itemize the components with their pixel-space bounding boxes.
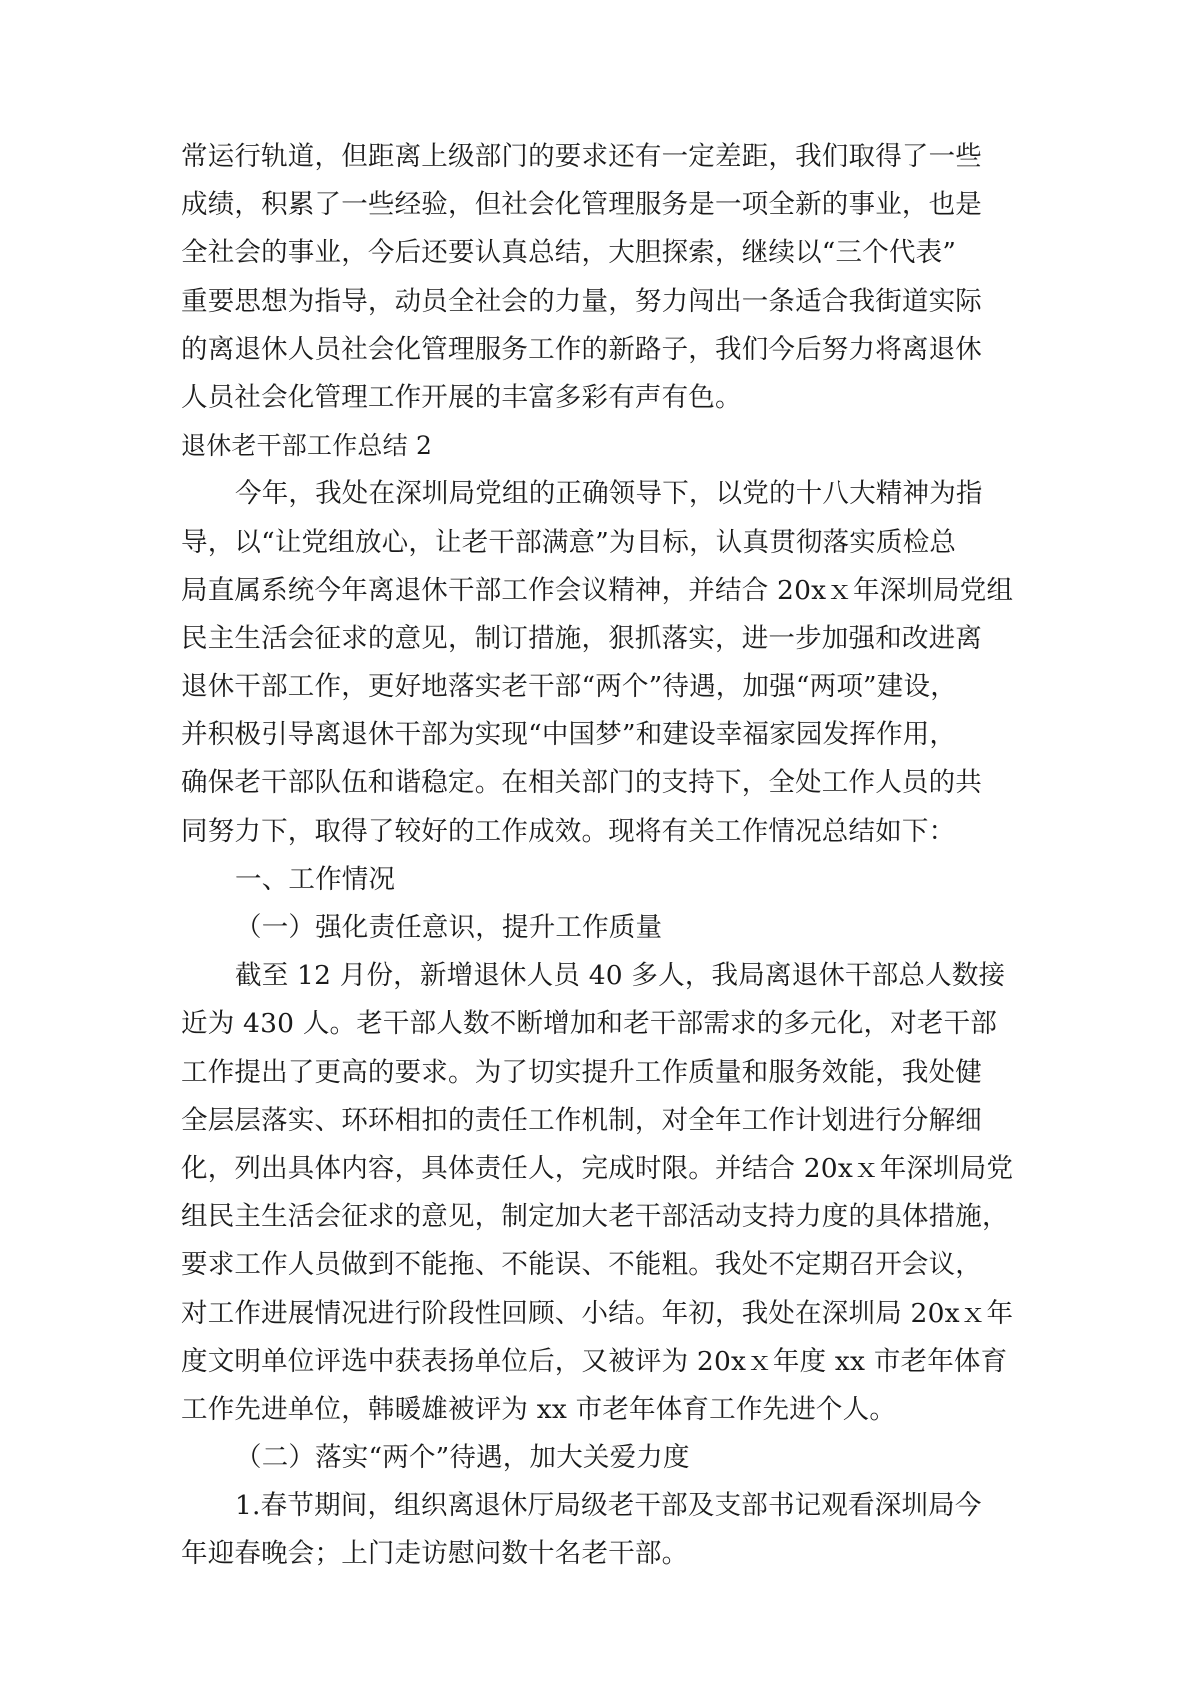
text-line: 工作先进单位，韩暖雄被评为 xx 市老年体育工作先进个人。 (181, 1393, 897, 1425)
text-line: 化，列出具体内容，具体责任人，完成时限。并结合 20xｘ年深圳局党 (181, 1152, 1014, 1184)
text-line: 局直属系统今年离退休干部工作会议精神，并结合 20xｘ年深圳局党组 (181, 574, 1014, 606)
text-line: 近为 430 人。老干部人数不断增加和老干部需求的多元化，对老干部 (181, 1008, 998, 1040)
text-line: 全层层落实、环环相扣的责任工作机制，对全年工作计划进行分解细 (181, 1104, 982, 1136)
text-line: 同努力下，取得了较好的工作成效。现将有关工作情况总结如下： (181, 815, 956, 847)
text-line: 组民主生活会征求的意见，制定加大老干部活动支持力度的具体措施， (181, 1201, 1009, 1233)
section-title: 退休老干部工作总结 2 (181, 431, 433, 461)
text-line: 确保老干部队伍和谐稳定。在相关部门的支持下，全处工作人员的共 (181, 767, 982, 799)
text-line: 人员社会化管理工作开展的丰富多彩有声有色。 (181, 381, 742, 413)
text-line: 常运行轨道，但距离上级部门的要求还有一定差距，我们取得了一些 (181, 141, 982, 172)
text-line: 截至 12 月份，新增退休人员 40 多人，我局离退休干部总人数接 (235, 960, 1006, 992)
text-line: 对工作进展情况进行阶段性回顾、小结。年初，我处在深圳局 20xｘ年 (181, 1297, 1014, 1329)
text-line: 全社会的事业，今后还要认真总结，大胆探索，继续以“三个代表” (181, 237, 957, 269)
text-line: 导，以“让党组放心，让老干部满意”为目标，认真贯彻落实质检总 (181, 526, 957, 558)
subheading: （二）落实“两个”待遇，加大关爱力度 (235, 1442, 690, 1474)
text-line: 要求工作人员做到不能拖、不能误、不能粗。我处不定期召开会议， (181, 1249, 982, 1281)
text-line: 工作提出了更高的要求。为了切实提升工作质量和服务效能，我处健 (181, 1056, 982, 1088)
text-line: 民主生活会征求的意见，制订措施，狠抓落实，进一步加强和改进离 (181, 622, 982, 654)
document-body (181, 133, 1021, 1579)
text-line: 并积极引导离退休干部为实现“中国梦”和建设幸福家园发挥作用， (181, 719, 957, 751)
text-line: 重要思想为指导，动员全社会的力量，努力闯出一条适合我街道实际 (181, 285, 982, 317)
text-line: 年迎春晚会；上门走访慰问数十名老干部。 (181, 1538, 689, 1570)
text-line: 1.春节期间，组织离退休厅局级老干部及支部书记观看深圳局今 (235, 1490, 982, 1522)
text-line: 度文明单位评选中获表扬单位后，又被评为 20xｘ年度 xx 市老年体育 (181, 1345, 1008, 1377)
text-line: 的离退休人员社会化管理服务工作的新路子，我们今后努力将离退休 (181, 333, 982, 365)
subheading: 一、工作情况 (235, 863, 396, 895)
text-line: 成绩，积累了一些经验，但社会化管理服务是一项全新的事业，也是 (181, 189, 982, 221)
subheading: （一）强化责任意识，提升工作质量 (235, 912, 663, 943)
text-line: 今年，我处在深圳局党组的正确领导下，以党的十八大精神为指 (235, 478, 983, 510)
text-line: 退休干部工作，更好地落实老干部“两个”待遇，加强“两项”建设， (181, 671, 957, 703)
